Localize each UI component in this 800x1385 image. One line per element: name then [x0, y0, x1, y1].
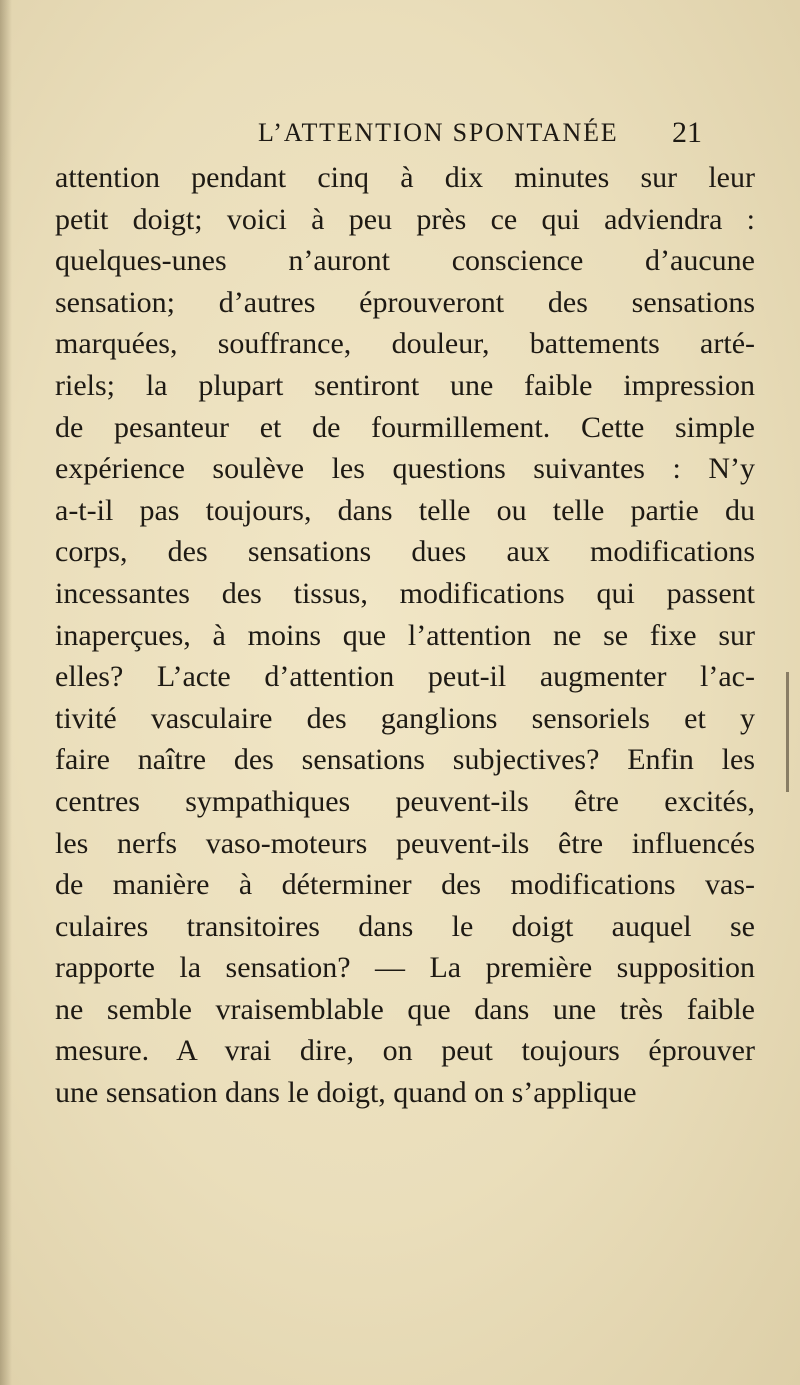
text-line: expérience soulève les questions suivantes : N’y — [55, 452, 755, 486]
text-line: marquées, souffrance, douleur, battements arté- — [55, 327, 755, 361]
text-line: centres sympathiques peuvent-ils être excités, — [55, 784, 755, 818]
text-line: de pesanteur et de fourmillement. Cette simple — [55, 410, 755, 444]
text-line: quelques-unes n’auront conscience d’aucune — [55, 244, 755, 278]
text-line: rapporte la sensation? — La première supposition — [55, 951, 755, 985]
running-head — [0, 116, 800, 150]
text-line: ne semble vraisemblable que dans une très faible — [55, 992, 755, 1026]
text-line: elles? L’acte d’attention peut-il augmenter l’ac- — [55, 660, 755, 694]
text-line: riels; la plupart sentiront une faible impression — [55, 368, 755, 402]
text-line: faire naître des sensations subjectives? Enfin les — [55, 743, 755, 777]
text-line: culaires transitoires dans le doigt auquel se — [55, 909, 755, 943]
text-line: sensation; d’autres éprouveront des sensations — [55, 285, 755, 319]
text-line: tivité vasculaire des ganglions sensoriels et y — [55, 701, 755, 735]
text-line: incessantes des tissus, modifications qui passent — [55, 576, 755, 610]
page-edge-mark — [786, 672, 789, 792]
running-title: L’ATTENTION SPONTANÉE — [258, 118, 619, 147]
spine-shadow — [0, 0, 12, 1385]
text-line: les nerfs vaso-moteurs peuvent-ils être influencés — [55, 826, 755, 860]
page-number: 21 — [672, 116, 702, 149]
text-line: mesure. A vrai dire, on peut toujours éprouver — [55, 1034, 755, 1068]
text-line: petit doigt; voici à peu près ce qui adviendra : — [55, 202, 755, 236]
text-line: de manière à déterminer des modifications vas- — [55, 868, 755, 902]
text-line: a-t-il pas toujours, dans telle ou telle partie du — [55, 493, 755, 527]
text-line: une sensation dans le doigt, quand on s’applique — [55, 1076, 637, 1110]
text-line: corps, des sensations dues aux modifications — [55, 535, 755, 569]
text-line: attention pendant cinq à dix minutes sur leur — [55, 161, 755, 194]
text-line: inaperçues, à moins que l’attention ne se fixe sur — [55, 618, 755, 652]
body-text — [55, 157, 755, 1114]
